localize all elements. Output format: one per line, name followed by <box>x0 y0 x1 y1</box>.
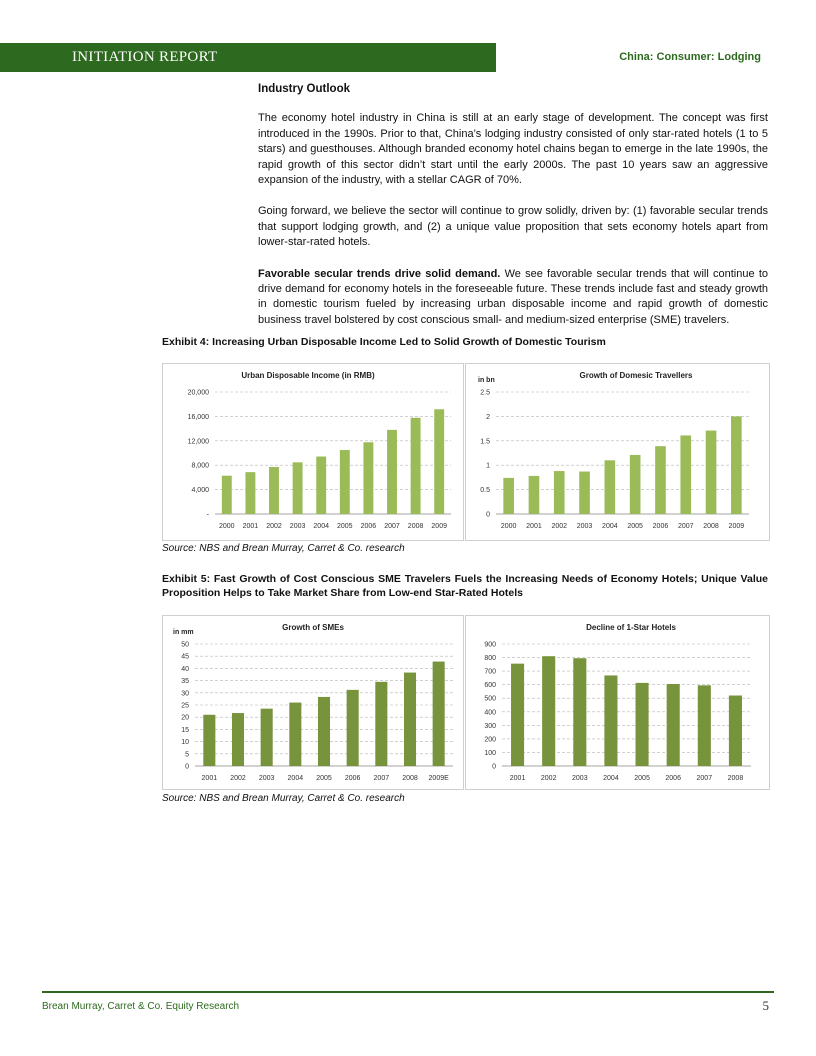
y-tick-label: 800 <box>484 655 496 663</box>
body-text <box>258 82 768 344</box>
y-tick-label: 2 <box>486 413 490 421</box>
bar-2002 <box>232 713 244 766</box>
bar-2008 <box>706 431 717 514</box>
chart-title: Urban Disposable Income (in RMB) <box>241 371 375 380</box>
chart-domestic-travellers <box>465 363 770 541</box>
bar-2007 <box>375 682 387 766</box>
x-tick-label: 2006 <box>344 775 361 782</box>
y-tick-label: 15 <box>181 726 189 734</box>
y-tick-label: 35 <box>181 678 189 686</box>
footer-divider <box>42 991 774 993</box>
bar-2005 <box>318 697 330 766</box>
bar-2003 <box>261 709 273 766</box>
y-tick-label: 40 <box>181 665 189 673</box>
x-tick-label: 2005 <box>316 775 332 782</box>
y-tick-label: 900 <box>484 641 496 649</box>
x-tick-label: 2008 <box>703 523 719 530</box>
report-type-label: INITIATION REPORT <box>72 49 218 65</box>
exhibit-4-title: Exhibit 4: Increasing Urban Disposable Income Led to Solid Growth of Domestic Tourism <box>162 336 606 348</box>
chart-sme-growth-svg <box>163 616 463 789</box>
chart-unit-label: in mm <box>173 629 194 636</box>
y-tick-label: 100 <box>484 749 496 757</box>
bar-2006 <box>655 446 666 514</box>
x-tick-label: 2002 <box>266 523 282 530</box>
bar-2005 <box>340 450 350 514</box>
bar-2008 <box>411 418 421 514</box>
y-tick-label: 1.5 <box>480 438 490 446</box>
chart-sme-growth <box>162 615 464 790</box>
paragraph-3-lead: Favorable secular trends drive solid demand. <box>258 267 501 280</box>
paragraph-2: Going forward, we believe the sector will continue to grow solidly, driven by: (1) favorable secular trends that support lodging growth, and (2) a unique value proposition that sets economy hotels apart from lower-star-rated hotels. <box>258 205 768 249</box>
y-tick-label: 600 <box>484 682 496 690</box>
x-tick-label: 2008 <box>727 775 744 782</box>
exhibit-5-source: Source: NBS and Brean Murray, Carret & Co. research <box>162 793 405 804</box>
x-tick-label: 2008 <box>407 523 424 530</box>
x-tick-label: 2002 <box>230 775 246 782</box>
bar-2002 <box>542 656 555 766</box>
x-tick-label: 2008 <box>402 775 418 782</box>
x-tick-label: 2005 <box>337 523 353 530</box>
x-tick-label: 2006 <box>652 523 669 530</box>
x-tick-label: 2003 <box>289 523 306 530</box>
chart-one-star-hotels <box>465 615 770 790</box>
y-tick-label: - <box>206 511 209 519</box>
footer-firm: Brean Murray, Carret & Co. Equity Research <box>42 1001 240 1012</box>
chart-urban-income-svg <box>163 364 463 540</box>
bar-2003 <box>573 658 586 766</box>
x-tick-label: 2000 <box>500 523 517 530</box>
y-tick-label: 25 <box>181 702 189 710</box>
sector-label: China: Consumer: Lodging <box>619 51 761 63</box>
x-tick-label: 2001 <box>509 775 526 782</box>
chart-urban-income <box>162 363 464 541</box>
paragraph-3 <box>258 267 768 329</box>
y-tick-label: 700 <box>484 668 496 676</box>
bar-2001 <box>529 476 540 514</box>
x-tick-label: 2007 <box>384 523 400 530</box>
chart-title: Growth of SMEs <box>282 623 344 632</box>
bar-2005 <box>636 683 649 766</box>
bar-2001 <box>511 664 524 766</box>
exhibit-4-source: Source: NBS and Brean Murray, Carret & Co. research <box>162 543 405 554</box>
y-tick-label: 500 <box>484 695 496 703</box>
x-tick-label: 2002 <box>551 523 568 530</box>
bar-2009E <box>433 662 445 766</box>
x-tick-label: 2005 <box>627 523 643 530</box>
y-tick-label: 2.5 <box>480 389 490 397</box>
x-tick-label: 2002 <box>540 775 557 782</box>
y-tick-label: 0.5 <box>480 487 490 495</box>
x-tick-label: 2009 <box>728 523 745 530</box>
x-tick-label: 2007 <box>373 775 390 782</box>
bar-2006 <box>667 684 680 766</box>
x-tick-label: 2003 <box>572 775 588 782</box>
bar-2006 <box>363 442 373 514</box>
page-number: 5 <box>762 998 769 1013</box>
x-tick-label: 2004 <box>287 775 304 782</box>
y-tick-label: 400 <box>484 709 496 717</box>
y-tick-label: 45 <box>181 653 189 661</box>
bar-2005 <box>630 455 641 514</box>
chart-title: Decline of 1-Star Hotels <box>586 623 676 632</box>
paragraph-3-rest: We see favorable secular trends that will continue to drive demand for economy hotels in the foreseeable future. These trends include fast and steady growth in domestic tourism fueled by increasing urban disposable income and rapid growth of domestic business travel bolstered by cost conscious small- and medium-sized enterprise (SME) travelers. <box>258 267 768 326</box>
chart-unit-label: in bn <box>478 377 495 384</box>
x-tick-label: 2006 <box>665 775 681 782</box>
bar-2002 <box>554 471 565 514</box>
y-tick-label: 8,000 <box>191 462 209 470</box>
bar-2009 <box>731 416 742 514</box>
x-tick-label: 2009E <box>428 775 449 782</box>
y-tick-label: 4,000 <box>191 487 209 495</box>
x-tick-label: 2001 <box>242 523 259 530</box>
chart-one-star-hotels-svg <box>466 616 769 789</box>
x-tick-label: 2003 <box>258 775 275 782</box>
x-tick-label: 2001 <box>201 775 218 782</box>
bar-2004 <box>289 703 301 766</box>
y-tick-label: 20,000 <box>187 389 209 397</box>
x-tick-label: 2007 <box>696 775 713 782</box>
y-tick-label: 16,000 <box>187 413 209 421</box>
bar-2002 <box>269 467 279 514</box>
bar-2000 <box>503 478 514 514</box>
y-tick-label: 200 <box>484 736 496 744</box>
x-tick-label: 2007 <box>677 523 694 530</box>
y-tick-label: 0 <box>185 763 189 771</box>
report-type-banner <box>0 43 496 72</box>
bar-2001 <box>203 715 215 766</box>
bar-2004 <box>316 457 326 514</box>
y-tick-label: 5 <box>185 751 189 759</box>
exhibit-5-title: Exhibit 5: Fast Growth of Cost Conscious SME Travelers Fuels the Increasing Needs of Economy Hotels; Unique Value Proposition Helps to Take Market Share from Low-end Star-Rated Hotels <box>162 573 768 599</box>
bar-2007 <box>680 435 691 514</box>
bar-2006 <box>347 690 359 766</box>
bar-2001 <box>245 472 255 514</box>
y-tick-label: 50 <box>181 641 189 649</box>
bar-2008 <box>404 673 416 766</box>
y-tick-label: 20 <box>181 714 189 722</box>
y-tick-label: 0 <box>486 511 490 519</box>
y-tick-label: 30 <box>181 690 189 698</box>
bar-2003 <box>579 472 590 514</box>
bar-2007 <box>698 685 711 766</box>
x-tick-label: 2006 <box>360 523 377 530</box>
x-tick-label: 2003 <box>576 523 593 530</box>
chart-domestic-travellers-svg <box>466 364 769 540</box>
y-tick-label: 300 <box>484 722 496 730</box>
x-tick-label: 2004 <box>603 775 619 782</box>
x-tick-label: 2000 <box>219 523 235 530</box>
paragraph-1: The economy hotel industry in China is still at an early stage of development. The concept was first introduced in the 1990s. Prior to that, China’s lodging industry consisted of only star-rated hotels (1 to 5 stars) and guesthouses. Although branded economy hotel chains began to emerge in the late 1990s, the rapid growth of this sector didn’t start until the early 2000s. The past 10 years saw an aggressive expansion of the industry, with a stellar CAGR of 70%. <box>258 112 768 187</box>
y-tick-label: 1 <box>486 462 490 470</box>
y-tick-label: 0 <box>492 763 496 771</box>
y-tick-label: 10 <box>181 739 189 747</box>
bar-2008 <box>729 696 742 766</box>
section-heading: Industry Outlook <box>258 83 350 95</box>
x-tick-label: 2004 <box>602 523 618 530</box>
bar-2007 <box>387 430 397 514</box>
bar-2004 <box>604 675 617 766</box>
chart-title: Growth of Domesic Travellers <box>579 371 693 380</box>
x-tick-label: 2004 <box>313 523 329 530</box>
y-tick-label: 12,000 <box>187 438 209 446</box>
x-tick-label: 2009 <box>431 523 447 530</box>
bar-2000 <box>222 476 232 514</box>
bar-2004 <box>605 460 616 514</box>
bar-2009 <box>434 409 444 514</box>
x-tick-label: 2005 <box>634 775 650 782</box>
x-tick-label: 2001 <box>526 523 542 530</box>
bar-2003 <box>293 462 303 514</box>
